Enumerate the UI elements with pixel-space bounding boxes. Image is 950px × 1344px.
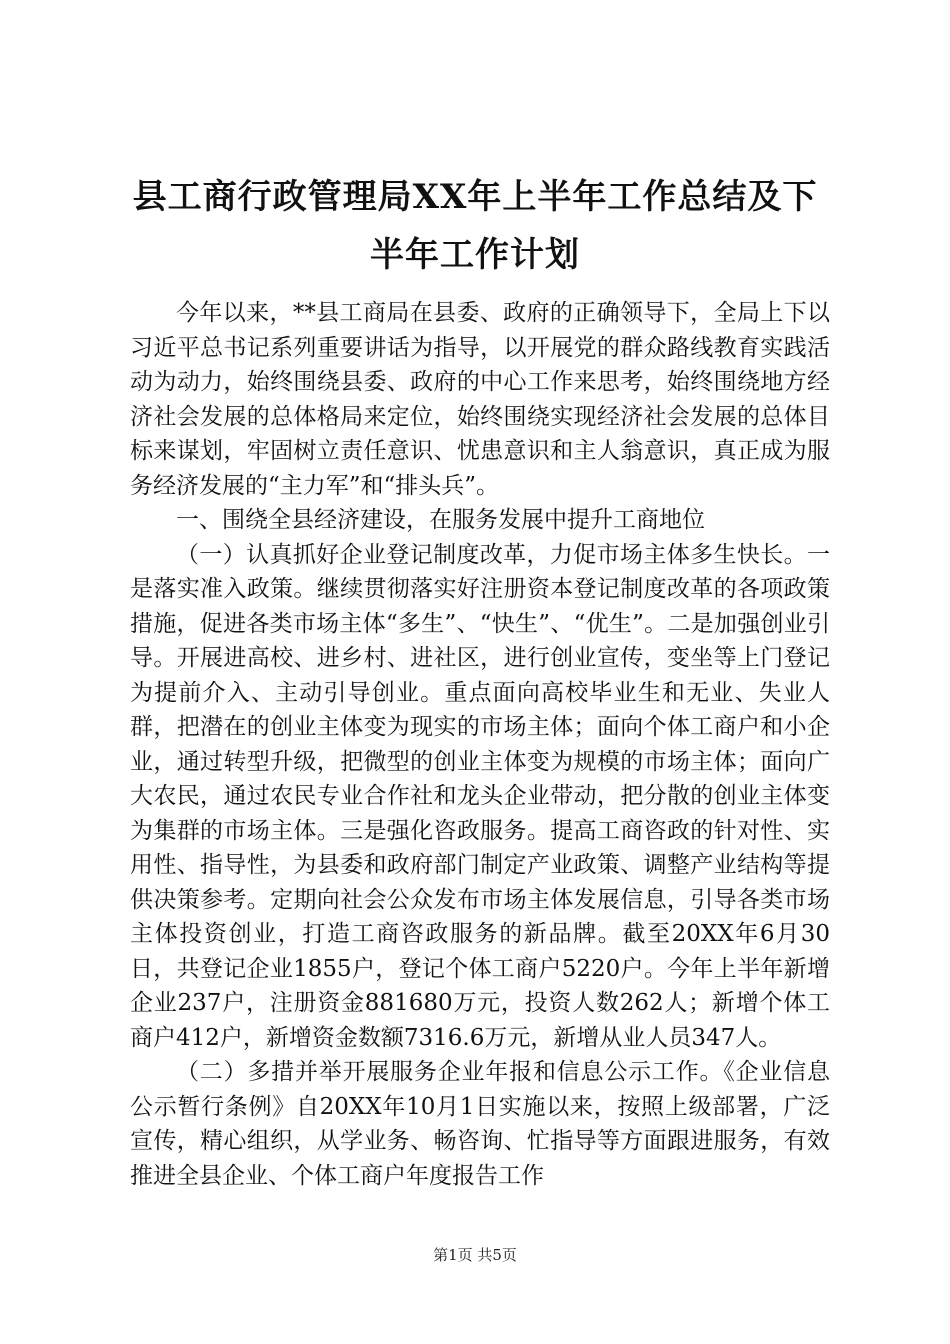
paragraph-registration-reform: （一）认真抓好企业登记制度改革，力促市场主体多生快长。一是落实准入政策。继续贯彻落实好注册资本登记制度改革的各项政策措施，促进各类市场主体“多生”、“快生”、“优生”。二是加强创业引导。开展进高校、进乡村、进社区，进行创业宣传，变坐等上门登记为提前介入、主动引导创业。重点面向高校毕业生和无业、失业人群，把潜在的创业主体变为现实的市场主体；面向个体工商户和小企业，通过转型升级，把微型的创业主体变为规模的市场主体；面向广大农民，通过农民专业合作社和龙头企业带动，把分散的创业主体变为集群的市场主体。三是强化咨政服务。提高工商咨政的针对性、实用性、指导性，为县委和政府部门制定产业政策、调整产业结构等提供决策参考。定期向社会公众发布市场主体发展信息，引导各类市场主体投资创业，打造工商咨政服务的新品牌。截至20XX年6月30日，共登记企业1855户，登记个体工商户5220户。今年上半年新增企业237户，注册资金881680万元，投资人数262人；新增个体工商户412户，新增资金数额7316.6万元，新增从业人员347人。	[130, 541, 830, 1051]
paragraph-annual-report: （二）多措并举开展服务企业年报和信息公示工作。《企业信息公示暂行条例》自20XX年10月1日实施以来，按照上级部署，广泛宣传，精心组织，从学业务、畅咨询、忙指导等方面跟进服务，有效推进全县企业、个体工商户年度报告工作	[130, 1059, 830, 1189]
paragraph-intro: 今年以来，**县工商局在县委、政府的正确领导下，全局上下以习近平总书记系列重要讲话为指导，以开展党的群众路线教育实践活动为动力，始终围绕县委、政府的中心工作来思考，始终围绕地方经济社会发展的总体格局来定位，始终围绕实现经济社会发展的总体目标来谋划，牢固树立责任意识、忧患意识和主人翁意识，真正成为服务经济发展的“主力军”和“排头兵”。	[130, 300, 830, 499]
document-body	[130, 296, 830, 1193]
document-title: 县工商行政管理局XX年上半年工作总结及下半年工作计划	[132, 177, 818, 275]
page-number-footer: 第1页 共5页	[433, 1246, 517, 1264]
section-heading-1: 一、围绕全县经济建设，在服务发展中提升工商地位	[176, 507, 705, 533]
